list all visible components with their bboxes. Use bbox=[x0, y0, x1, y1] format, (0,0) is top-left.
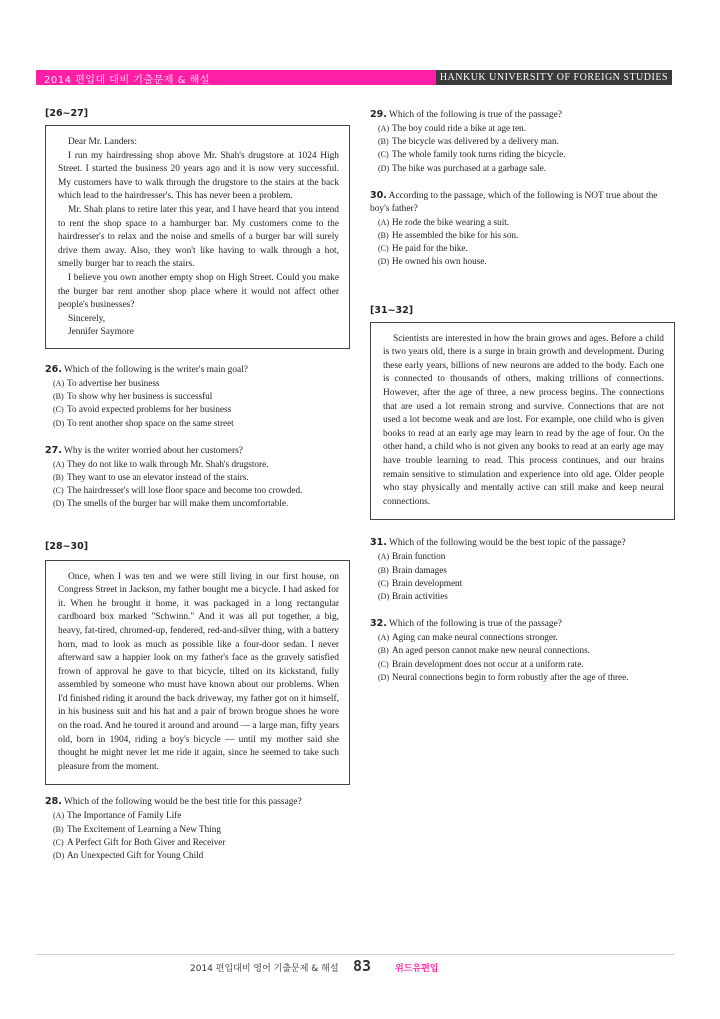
question-32 bbox=[370, 617, 675, 684]
option-list bbox=[370, 216, 675, 269]
option-item[interactable]: (C) A Perfect Gift for Both Giver and Receiver bbox=[53, 836, 226, 847]
letter-closing: Sincerely, bbox=[68, 313, 106, 324]
option-list bbox=[370, 550, 675, 603]
option-list bbox=[45, 458, 350, 511]
option-item[interactable]: (A) He rode the bike wearing a suit. bbox=[378, 216, 510, 227]
option-item[interactable]: (D) Brain activities bbox=[378, 590, 448, 601]
left-column bbox=[45, 108, 350, 862]
question-31 bbox=[370, 536, 675, 603]
option-item[interactable]: (B) An aged person cannot make new neural connections. bbox=[378, 645, 590, 656]
option-item[interactable]: (A) The Importance of Family Life bbox=[53, 810, 182, 821]
option-item[interactable]: (D) He owned his own house. bbox=[378, 256, 487, 267]
passage-text: Once, when I was ten and we were still living in our first house, on Congress Street in Jackson, my father bought me a bicycle. I had asked for it. When he brought it home, it was packaged in a long rectangular cardboard box marked "Schwinn." And it was all put together, a big, heavy, fat-tired, chromed-up, fendered, red-and-silver thing, with a battery horn, mad to look as much as possible like a four-door sedan. I never afterward saw a happier look on my father's face as the gravely satisfied frown of approval he gave to that bicycle, tilted on its kickstand, fully assembled by someone who must have known about our problems. When I'd finished riding it around the back driveway, my father got on it himself, in his business suit and his hat and a pair of brown brogue shoes he wore on the road. And he toured it around and around — a large man, fifty years old, born in 1904, riding a boy's bicycle — until my mother said she thought he might never let me ride it again, since he seemed to take such pleasure from the moment. bbox=[58, 571, 339, 772]
question-number: 27. bbox=[45, 444, 62, 456]
option-list bbox=[45, 377, 350, 430]
passage-text: Scientists are interested in how the brain grows and ages. Before a child is two years old, there is a surge in brain growth and development. During these early years, billions of new neurons are added to the body. Each one is connected to thousands of others, making trillions of connections. However, after the age of three, a new process begins. The connections that are used a lot remain strong and survive. Connections that are not used a lot become weak and are lost. For example, one child who is given books to read at an early age may learn to read by the age of four. On the other hand, a child who is not given any books to read at an early age may have trouble learning to read. This process continues, and our brains remain sensitive to stimulation and experience into old age. Older people who stay physically and mentally active can still make and keep neural connections. bbox=[383, 333, 664, 507]
letter-greeting: Dear Mr. Landers: bbox=[68, 137, 137, 147]
option-item[interactable]: (A) They do not like to walk through Mr. Shah's drugstore. bbox=[53, 458, 269, 469]
option-item[interactable]: (B) To show why her business is successful bbox=[53, 391, 213, 402]
option-item[interactable]: (B) The bicycle was delivered by a delivery man. bbox=[378, 136, 559, 147]
option-item[interactable]: (C) The whole family took turns riding the bicycle. bbox=[378, 149, 566, 160]
letter-paragraph: I run my hairdressing shop above Mr. Shah's drugstore at 1024 High Street. I started the business 20 years ago and it is now very successful. My customers have to walk through the drugstore to the stairs at the back which lead to the hairdresser's. This has never been a problem. bbox=[58, 150, 339, 202]
option-item[interactable]: (D) To rent another shop space on the same street bbox=[53, 417, 234, 428]
question-28 bbox=[45, 795, 350, 862]
question-number: 26. bbox=[45, 363, 62, 375]
section-tag-26-27: [26~27] bbox=[45, 108, 89, 119]
footer-title: 2014 편입대비 영어 기출문제 & 해설 bbox=[190, 964, 339, 974]
option-item[interactable]: (B) He assembled the bike for his son. bbox=[378, 230, 519, 241]
question-stem: According to the passage, which of the following is NOT true about the boy's father? bbox=[370, 190, 658, 214]
question-stem: Which of the following would be the best title for this passage? bbox=[64, 797, 302, 808]
section-tag-28-30: [28~30] bbox=[45, 540, 89, 552]
option-item[interactable]: (B) Brain damages bbox=[378, 564, 447, 575]
footer-brand: 위드유편입 bbox=[395, 964, 439, 974]
question-number: 30. bbox=[370, 189, 387, 201]
option-item[interactable]: (D) An Unexpected Gift for Young Child bbox=[53, 850, 204, 861]
option-item[interactable]: (D) The smells of the burger bar will make them uncomfortable. bbox=[53, 498, 289, 509]
question-number: 31. bbox=[370, 537, 387, 549]
letter-passage-box bbox=[45, 125, 350, 349]
question-number: 28. bbox=[45, 796, 62, 808]
page-footer bbox=[190, 958, 550, 978]
brain-passage-box bbox=[370, 322, 675, 521]
letter-signature: Jennifer Saymore bbox=[68, 327, 134, 338]
question-number: 32. bbox=[370, 618, 387, 630]
option-list bbox=[370, 122, 675, 175]
option-item[interactable]: (A) The boy could ride a bike at age ten. bbox=[378, 123, 526, 133]
option-item[interactable]: (B) They want to use an elevator instead of the stairs. bbox=[53, 471, 249, 482]
option-item[interactable]: (C) Brain development bbox=[378, 577, 463, 588]
header-university: HANKUK UNIVERSITY OF FOREIGN STUDIES bbox=[436, 70, 672, 85]
section-tag-31-32: [31~32] bbox=[370, 304, 414, 316]
header-title: 2014 편입대 대비 기출문제 & 해설 bbox=[44, 75, 210, 86]
letter-paragraph: Mr. Shah plans to retire later this year, and I have heard that you intend to rent the shop space to a hamburger bar. My customers come to the hairdresser's to relax and the noise and smells of a burger bar will surely drive them away. Also, they won't like having to walk through a hot, smelly burger bar to reach the stairs. bbox=[58, 204, 339, 270]
question-number: 29. bbox=[370, 109, 387, 120]
question-stem: Why is the writer worried about her customers? bbox=[64, 445, 243, 456]
option-list bbox=[370, 631, 675, 684]
option-item[interactable]: (D) Neural connections begin to form robustly after the age of three. bbox=[378, 671, 629, 682]
page-number: 83 bbox=[353, 957, 372, 975]
question-stem: Which of the following is true of the passage? bbox=[389, 619, 562, 630]
right-column bbox=[370, 108, 675, 684]
footer-divider bbox=[36, 954, 674, 955]
question-stem: Which of the following is true of the passage? bbox=[389, 110, 562, 120]
option-item[interactable]: (C) He paid for the bike. bbox=[378, 243, 468, 254]
question-stem: Which of the following is the writer's main goal? bbox=[64, 364, 248, 375]
page-header-bar bbox=[36, 70, 672, 85]
option-item[interactable]: (C) The hairdresser's will lose floor space and become too crowded. bbox=[53, 485, 303, 496]
option-list bbox=[45, 809, 350, 862]
option-item[interactable]: (B) The Excitement of Learning a New Thing bbox=[53, 823, 221, 834]
bicycle-passage-box bbox=[45, 560, 350, 786]
question-26 bbox=[45, 363, 350, 430]
option-item[interactable]: (A) Brain function bbox=[378, 551, 446, 562]
question-29 bbox=[370, 108, 675, 175]
question-27 bbox=[45, 444, 350, 511]
question-stem: Which of the following would be the best topic of the passage? bbox=[389, 538, 626, 549]
question-30 bbox=[370, 189, 675, 269]
option-item[interactable]: (A) To advertise her business bbox=[53, 377, 160, 388]
letter-paragraph: I believe you own another empty shop on High Street. Could you make the burger bar rent another shop place where it would not affect other people's businesses? bbox=[58, 272, 339, 311]
option-item[interactable]: (A) Aging can make neural connections stronger. bbox=[378, 632, 558, 643]
option-item[interactable]: (D) The bike was purchased at a garbage sale. bbox=[378, 162, 547, 173]
option-item[interactable]: (C) Brain development does not occur at a uniform rate. bbox=[378, 658, 584, 669]
option-item[interactable]: (C) To avoid expected problems for her business bbox=[53, 404, 232, 415]
